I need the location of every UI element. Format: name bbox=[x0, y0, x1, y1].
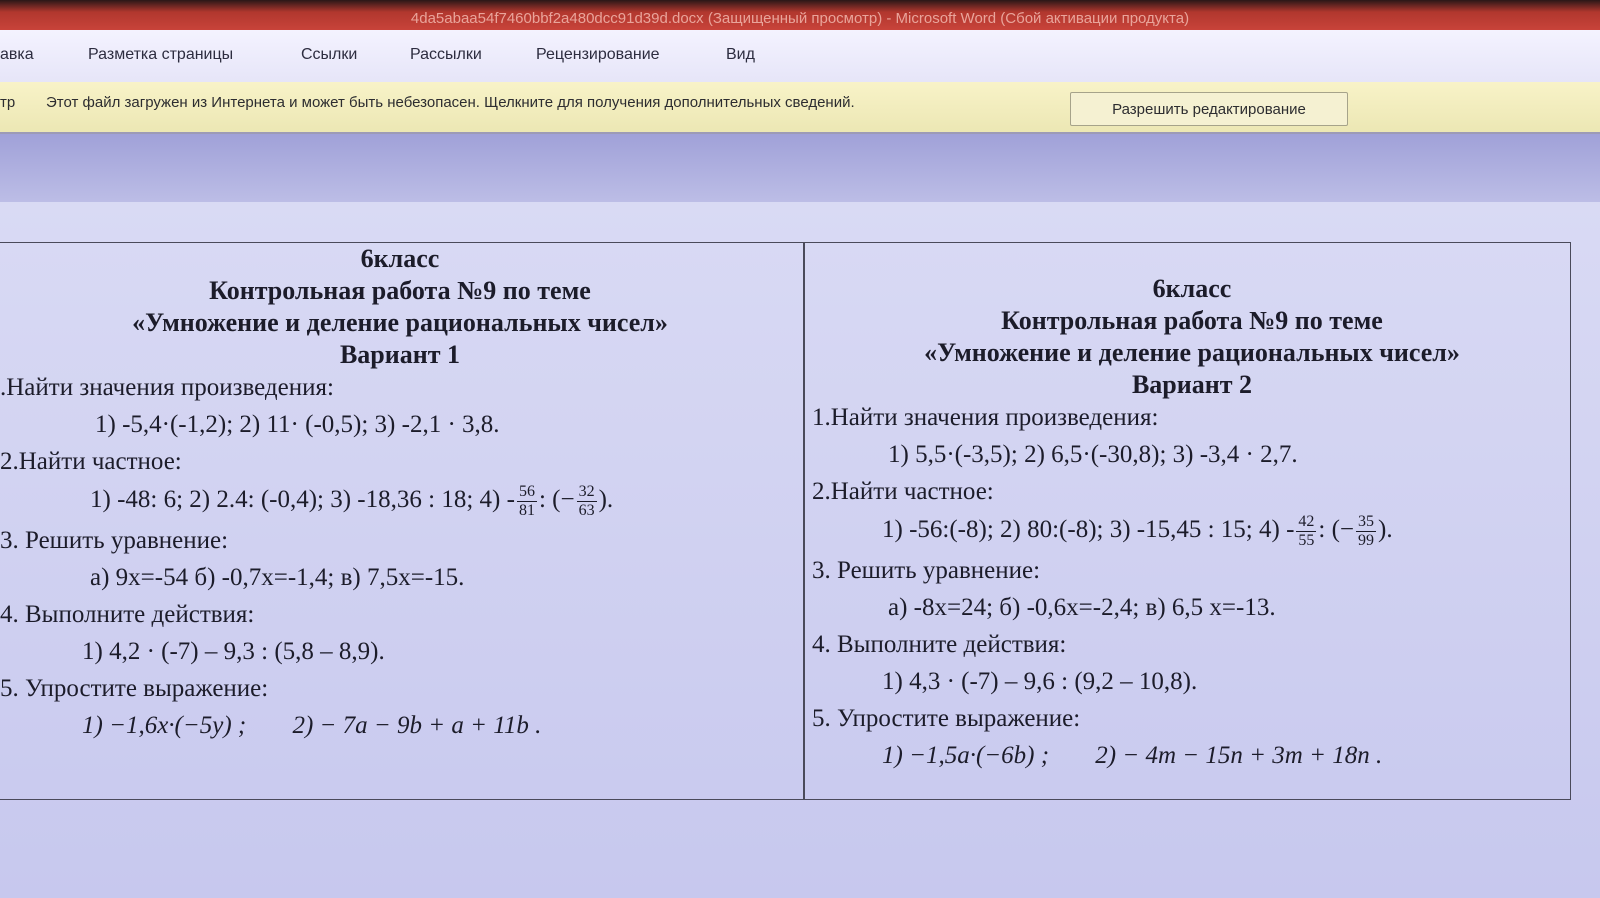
task-2-heading: 2.Найти частное: bbox=[812, 478, 994, 505]
task-3-items: а) 9x=-54 б) -0,7x=-1,4; в) 7,5x=-15. bbox=[90, 564, 465, 591]
fraction-denominator: 63 bbox=[578, 502, 595, 519]
task-5-item-2: 2) − 7a − 9b + a + 11b . bbox=[292, 712, 542, 739]
test-topic: «Умножение и деление рациональных чисел» bbox=[132, 308, 668, 337]
fraction bbox=[1296, 513, 1316, 550]
task-5-heading: 5. Упростите выражение: bbox=[812, 705, 1081, 732]
task-2-divide: : (− bbox=[1318, 516, 1355, 544]
tab-page-layout[interactable]: Разметка страницы bbox=[88, 46, 234, 63]
fraction-denominator: 55 bbox=[1298, 532, 1315, 549]
fraction-numerator: 35 bbox=[1358, 513, 1375, 530]
fraction bbox=[517, 483, 537, 520]
task-2-items bbox=[812, 513, 1572, 550]
document-page bbox=[0, 202, 1600, 898]
task-4-heading: 4. Выполните действия: bbox=[0, 601, 255, 628]
variant-1-cell bbox=[0, 243, 800, 748]
task-2-end: ). bbox=[1378, 516, 1393, 544]
task-3-items: а) -8x=24; б) -0,6x=-2,4; в) 6,5 x=-13. bbox=[888, 594, 1276, 621]
fraction-numerator: 32 bbox=[578, 483, 595, 500]
variant-label: Вариант 2 bbox=[1131, 370, 1253, 399]
task-2-divide: : (− bbox=[538, 486, 575, 514]
fraction bbox=[1356, 513, 1376, 550]
window-title-bar bbox=[0, 0, 1600, 30]
protected-view-message[interactable]: Этот файл загружен из Интернета и может быть небезопасен. Щелкните для получения дополнительных сведений. bbox=[46, 94, 855, 111]
task-2-items bbox=[0, 483, 800, 520]
task-1-heading: 1.Найти значения произведения: bbox=[812, 404, 1159, 431]
tab-mailings[interactable]: Рассылки bbox=[410, 46, 482, 63]
task-5-item-1: 1) −1,5a·(−6b) ; bbox=[882, 742, 1050, 769]
task-2-end: ). bbox=[598, 486, 614, 514]
column-divider bbox=[803, 243, 805, 799]
task-1-items: 1) -5,4·(-1,2); 2) 11· (-0,5); 3) -2,1 · 3,8. bbox=[95, 411, 500, 438]
grade-heading: 6класс bbox=[360, 244, 440, 273]
task-1-heading: .Найти значения произведения: bbox=[0, 374, 334, 401]
task-2-heading: 2.Найти частное: bbox=[0, 448, 182, 475]
enable-editing-button[interactable]: Разрешить редактирование bbox=[1070, 92, 1348, 126]
fraction bbox=[577, 483, 597, 520]
variant-label: Вариант 1 bbox=[339, 340, 461, 369]
tab-review[interactable]: Рецензирование bbox=[536, 46, 660, 63]
fraction-denominator: 99 bbox=[1358, 532, 1375, 549]
task-4-items: 1) 4,3 · (-7) – 9,6 : (9,2 – 10,8). bbox=[882, 668, 1198, 695]
fraction-numerator: 56 bbox=[518, 483, 535, 500]
task-5-item-2: 2) − 4m − 15n + 3m + 18n . bbox=[1095, 742, 1383, 769]
tab-view[interactable]: Вид bbox=[726, 46, 755, 63]
ruler-area bbox=[0, 134, 1600, 202]
task-2-text: 1) -48: 6; 2) 2.4: (-0,4); 3) -18,36 : 18; 4) - bbox=[90, 486, 515, 514]
task-5-item-1: 1) −1,6x·(−5y) ; bbox=[82, 712, 247, 739]
task-4-items: 1) 4,2 · (-7) – 9,3 : (5,8 – 8,9). bbox=[82, 638, 385, 665]
fraction-numerator: 42 bbox=[1298, 513, 1315, 530]
ribbon-tabs bbox=[0, 30, 1600, 83]
variant-2-cell bbox=[812, 273, 1572, 778]
protected-view-bar bbox=[0, 82, 1600, 134]
task-4-heading: 4. Выполните действия: bbox=[812, 631, 1067, 658]
test-table bbox=[0, 242, 1571, 800]
fraction-denominator: 81 bbox=[518, 502, 535, 519]
task-1-items: 1) 5,5·(-3,5); 2) 6,5·(-30,8); 3) -3,4 · 2,7. bbox=[888, 441, 1298, 468]
test-title: Контрольная работа №9 по теме bbox=[209, 276, 591, 305]
task-2-text: 1) -56:(-8); 2) 80:(-8); 3) -15,45 : 15; 4) - bbox=[882, 516, 1295, 544]
grade-heading: 6класс bbox=[1152, 274, 1232, 303]
protected-view-label: тр bbox=[0, 94, 16, 111]
window-title: 4da5abaa54f7460bbf2a480dcc91d39d.docx (Защищенный просмотр) - Microsoft Word (Сбой активации продукта) bbox=[410, 10, 1190, 27]
task-3-heading: 3. Решить уравнение: bbox=[812, 557, 1041, 584]
test-topic: «Умножение и деление рациональных чисел» bbox=[924, 338, 1460, 367]
task-3-heading: 3. Решить уравнение: bbox=[0, 527, 229, 554]
task-5-items bbox=[0, 710, 800, 742]
task-5-heading: 5. Упростите выражение: bbox=[0, 675, 269, 702]
tab-references[interactable]: Ссылки bbox=[301, 46, 358, 63]
task-5-items bbox=[812, 740, 1572, 772]
test-title: Контрольная работа №9 по теме bbox=[1001, 306, 1383, 335]
tab-insert[interactable]: авка bbox=[0, 46, 34, 63]
